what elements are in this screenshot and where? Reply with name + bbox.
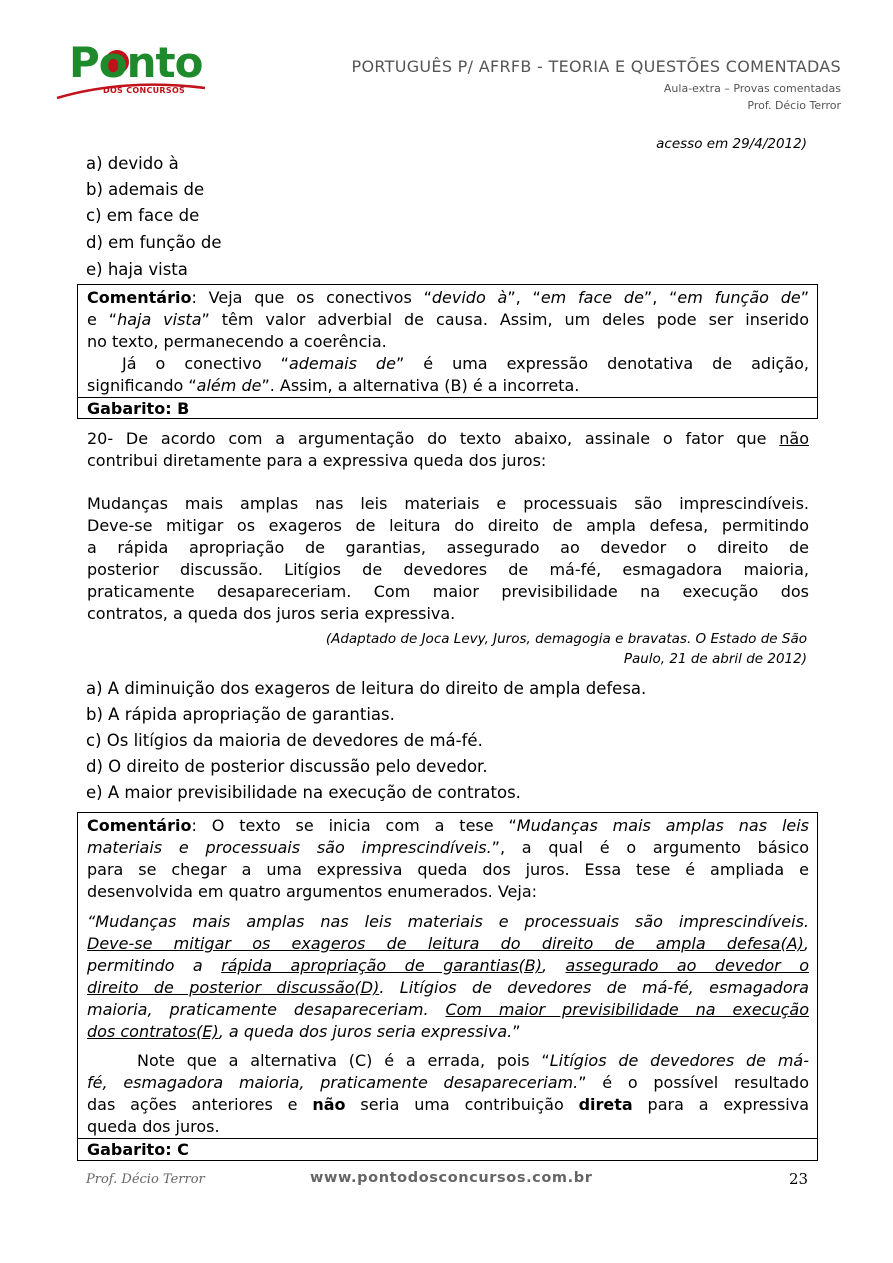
- logo-word: Ponto: [69, 38, 203, 87]
- q19-comment-line-4: Já o conectivo “ademais de” é uma expressão denotativa de adição,: [122, 354, 810, 373]
- q20-option-c: c) Os litígios da maioria de devedores de má-fé.: [86, 731, 483, 750]
- footer-author: Prof. Décio Terror: [86, 1172, 205, 1187]
- q20-note-line-1: Note que a alternativa (C) é a errada, pois “Litígios de devedores de má-: [137, 1051, 809, 1070]
- q19-option-a: a) devido à: [86, 154, 179, 173]
- q19-option-b: b) ademais de: [86, 180, 205, 199]
- footer-site-link[interactable]: www.pontodosconcursos.com.br: [310, 1170, 593, 1186]
- logo-subtitle: DOS CONCURSOS: [103, 86, 186, 95]
- header-subtitle: Aula-extra – Provas comentadas: [663, 82, 841, 95]
- q20-comment-line-3: para se chegar a uma expressiva queda dos juros. Essa tese é ampliada e: [87, 860, 809, 879]
- q20-option-a: a) A diminuição dos exageros de leitura do direito de ampla defesa.: [86, 679, 647, 698]
- header-title: PORTUGUÊS P/ AFRFB - TEORIA E QUESTÕES COMENTADAS: [351, 57, 841, 76]
- q19-option-e: e) haja vista: [86, 260, 188, 279]
- q20-stem-line-2: contribui diretamente para a expressiva queda dos juros:: [87, 451, 547, 470]
- page-number: 23: [789, 1170, 809, 1188]
- q20-passage-line-6: contratos, a queda dos juros seria expressiva.: [87, 604, 456, 623]
- q20-source-line-2: Paulo, 21 de abril de 2012): [623, 651, 807, 667]
- q20-answer: Gabarito: C: [87, 1140, 189, 1159]
- q19-comment-line-2: e “haja vista” têm valor adverbial de causa. Assim, um deles pode ser inserido: [87, 310, 810, 329]
- q19-source-tail: acesso em 29/4/2012): [656, 136, 807, 152]
- q20-quote-line-4: direito de posterior discussão(D). Litígios de devedores de má-fé, esmagadora: [87, 978, 809, 997]
- q19-option-d: d) em função de: [86, 233, 222, 252]
- q20-source-line-1: (Adaptado de Joca Levy, Juros, demagogia e bravatas. O Estado de São: [325, 631, 807, 647]
- q20-comment-line-2: materiais e processuais são imprescindíveis.”, a qual é o argumento básico: [87, 838, 810, 857]
- q19-option-c: c) em face de: [86, 206, 200, 225]
- q19-comment-line-5: significando “além de”. Assim, a alternativa (B) é a incorreta.: [87, 376, 580, 395]
- q20-comment-line-4: desenvolvida em quatro argumentos enumerados. Veja:: [87, 882, 538, 901]
- q20-quote-line-3: permitindo a rápida apropriação de garantias(B), assegurado ao devedor o: [87, 956, 810, 975]
- q19-answer: Gabarito: B: [87, 399, 190, 418]
- q19-comment-line-1: Comentário: Veja que os conectivos “devido à”, “em face de”, “em função de”: [87, 288, 810, 307]
- q20-stem-line-1: 20- De acordo com a argumentação do texto abaixo, assinale o fator que não: [87, 429, 809, 448]
- q20-passage-line-1: Mudanças mais amplas nas leis materiais e processuais são imprescindíveis.: [87, 494, 809, 513]
- q20-quote-line-6: dos contratos(E), a queda dos juros seria expressiva.”: [87, 1022, 521, 1041]
- q20-passage-line-5: praticamente desapareceriam. Com maior previsibilidade na execução dos: [87, 582, 809, 601]
- q20-note-line-2: fé, esmagadora maioria, praticamente desapareceriam.” é o possível resultado: [87, 1073, 809, 1092]
- q20-option-e: e) A maior previsibilidade na execução de contratos.: [86, 783, 521, 802]
- ponto-logo: [55, 38, 215, 104]
- q20-passage-line-4: posterior discussão. Litígios de devedores de má-fé, esmagadora maioria,: [87, 560, 809, 579]
- q20-option-d: d) O direito de posterior discussão pelo devedor.: [86, 757, 488, 776]
- q20-quote-line-2: Deve-se mitigar os exageros de leitura do direito de ampla defesa(A),: [87, 934, 809, 953]
- q20-note-line-4: queda dos juros.: [87, 1117, 220, 1136]
- q20-quote-line-1: “Mudanças mais amplas nas leis materiais e processuais são imprescindíveis.: [87, 912, 809, 931]
- q20-quote-line-5: maioria, praticamente desapareceriam. Com maior previsibilidade na execução: [87, 1000, 809, 1019]
- header-author: Prof. Décio Terror: [747, 99, 841, 112]
- q20-comment-line-1: Comentário: O texto se inicia com a tese “Mudanças mais amplas nas leis: [87, 816, 810, 835]
- q20-passage-line-2: Deve-se mitigar os exageros de leitura do direito de ampla defesa, permitindo: [87, 516, 809, 535]
- q20-note-line-3: das ações anteriores e não seria uma contribuição direta para a expressiva: [87, 1095, 810, 1114]
- q19-comment-line-3: no texto, permanecendo a coerência.: [87, 332, 387, 351]
- q20-passage-line-3: a rápida apropriação de garantias, assegurado ao devedor o direito de: [87, 538, 809, 557]
- q20-option-b: b) A rápida apropriação de garantias.: [86, 705, 395, 724]
